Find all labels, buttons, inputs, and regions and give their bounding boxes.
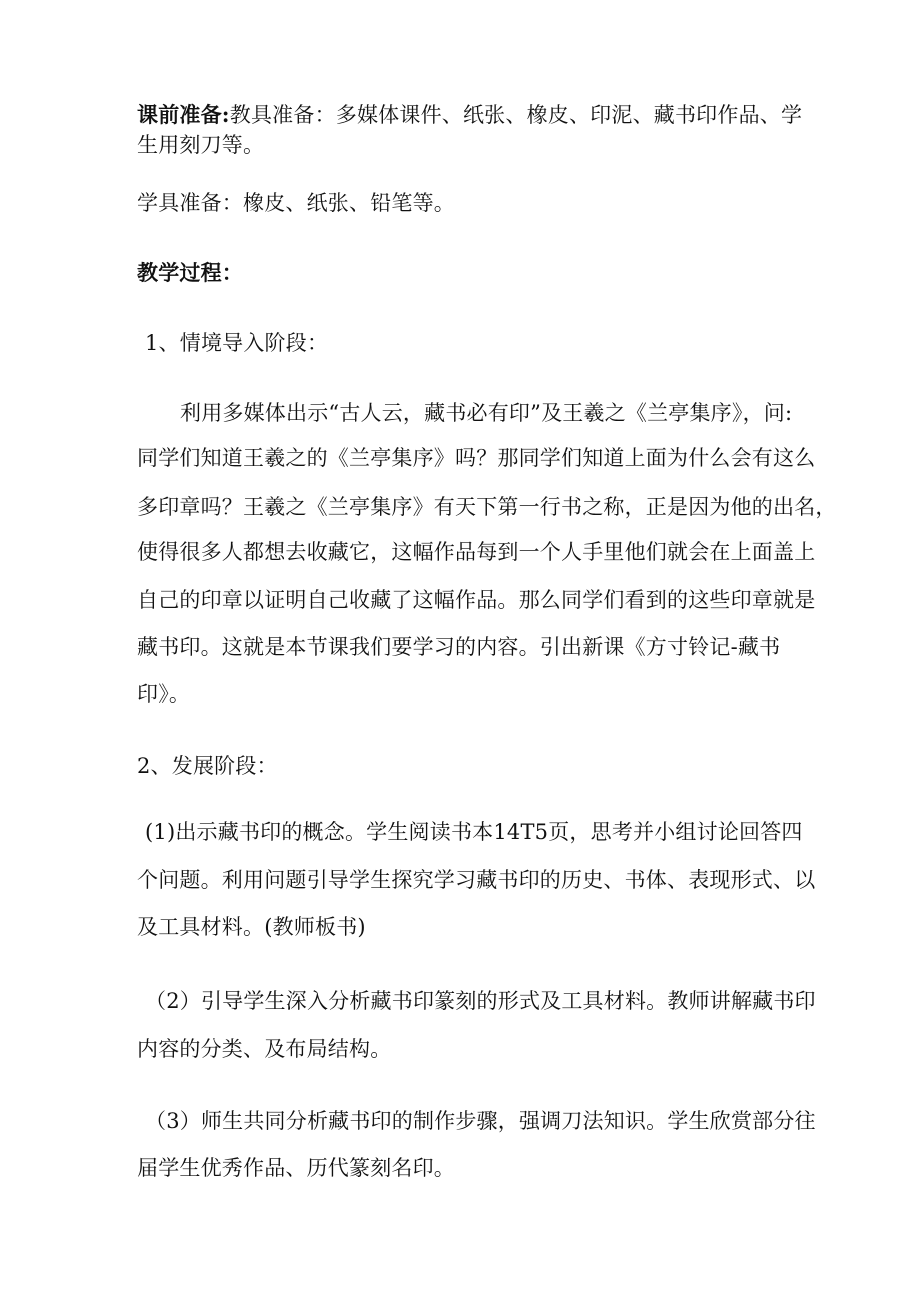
stage2-heading: 2、发展阶段： xyxy=(137,754,278,778)
student-tools-line: 学具准备：橡皮、纸张、铅笔等。 xyxy=(137,191,455,215)
prep-teacher-tools: 教具准备：多媒体课件、纸张、橡皮、印泥、藏书印作品、学 xyxy=(229,103,803,127)
prep-label: 课前准备: xyxy=(137,102,230,127)
prep-line-1 xyxy=(137,101,802,129)
stage2-item1-line: 及工具材料。(教师板书) xyxy=(137,915,366,939)
stage1-paragraph-line: 印》。 xyxy=(137,682,191,706)
process-heading: 教学过程： xyxy=(137,260,243,285)
prep-line-2: 生用刻刀等。 xyxy=(137,133,265,157)
stage1-paragraph-line: 同学们知道王羲之的《兰亭集序》吗？那同学们知道上面为什么会有这么 xyxy=(137,446,816,470)
stage1-paragraph-line: 使得很多人都想去收藏它，这幅作品每到一个人手里他们就会在上面盖上 xyxy=(137,540,816,564)
stage1-paragraph-line: 利用多媒体出示“古人云，藏书必有印”及王羲之《兰亭集序》，问: xyxy=(180,401,793,425)
stage1-paragraph-line: 多印章吗？王羲之《兰亭集序》有天下第一行书之称，正是因为他的出名， xyxy=(137,495,837,519)
stage2-item3-line: 届学生优秀作品、历代篆刻名印。 xyxy=(137,1156,455,1180)
stage2-item1-line: (1)出示藏书印的概念。学生阅读书本14T5页，思考并小组讨论回答四 xyxy=(145,820,803,844)
stage2-item1-line: 个问题。利用问题引导学生探究学习藏书印的历史、书体、表现形式、以 xyxy=(137,868,816,892)
stage1-heading: 1、情境导入阶段： xyxy=(145,331,329,355)
stage2-item3-line: （3）师生共同分析藏书印的制作步骤，强调刀法知识。学生欣赏部分往 xyxy=(145,1109,816,1133)
stage1-paragraph-line: 藏书印。这就是本节课我们要学习的内容。引出新课《方寸铃记-藏书 xyxy=(137,635,781,659)
stage2-item2-line: 内容的分类、及布局结构。 xyxy=(137,1037,392,1061)
stage2-item2-line: （2）引导学生深入分析藏书印篆刻的形式及工具材料。教师讲解藏书印 xyxy=(145,989,816,1013)
stage1-paragraph-line: 自己的印章以证明自己收藏了这幅作品。那么同学们看到的这些印章就是 xyxy=(137,588,816,612)
